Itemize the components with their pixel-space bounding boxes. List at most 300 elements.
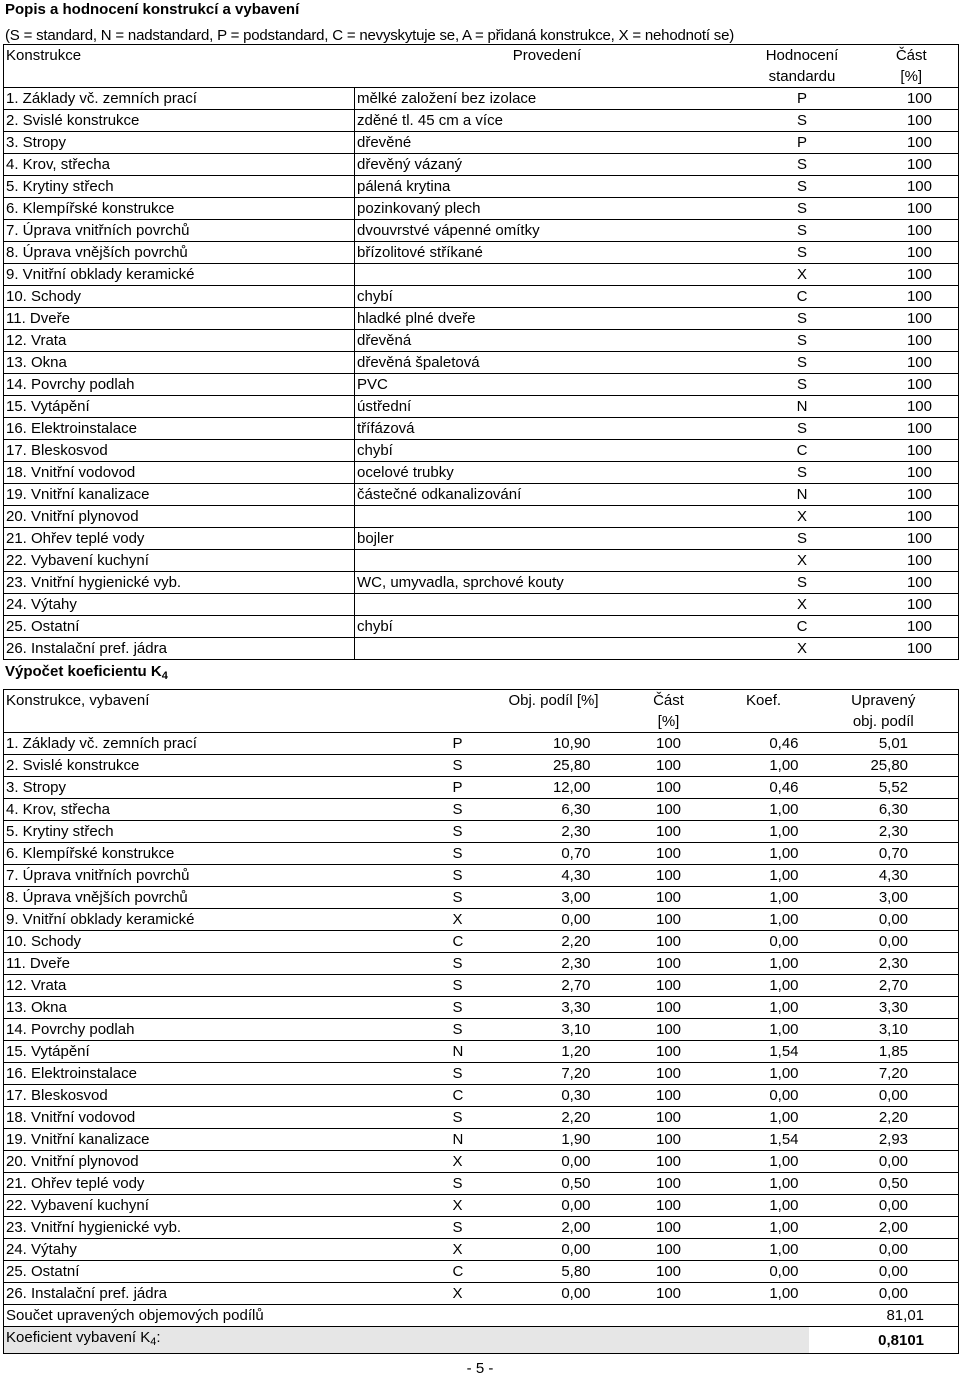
table-row [4,1173,959,1195]
cell-konstrukce: 19. Vnitřní kanalizace [4,1129,441,1151]
table-row [4,865,959,887]
cell-provedeni: hladké plné dveře [355,308,740,330]
cell-hodnoceni: S [740,572,865,594]
cell-cast: 100 [619,1151,719,1173]
cell-konstrukce: 14. Povrchy podlah [4,374,355,396]
cell-standard: S [441,843,501,865]
cell-konstrukce: 19. Vnitřní kanalizace [4,484,355,506]
cell-cast: 100 [865,176,959,198]
cell-upraveny: 0,00 [809,1261,959,1283]
cell-standard: X [441,1239,501,1261]
cell-cast: 100 [865,528,959,550]
cell-cast: 100 [865,154,959,176]
table-row [4,733,959,755]
table-row [4,572,959,594]
cell-provedeni [355,506,740,528]
header-provedeni: Provedení [355,45,740,88]
cell-konstrukce: 21. Ohřev teplé vody [4,528,355,550]
cell-konstrukce: 18. Vnitřní vodovod [4,462,355,484]
cell-konstrukce: 16. Elektroinstalace [4,1063,441,1085]
header-hodnoceni-line2: standardu [768,68,836,85]
cell-hodnoceni: N [740,484,865,506]
cell-upraveny: 0,00 [809,1239,959,1261]
header-konstrukce: Konstrukce [4,45,355,88]
cell-provedeni: chybí [355,616,740,638]
table-row [4,799,959,821]
table-row [4,1041,959,1063]
cell-hodnoceni: P [740,88,865,110]
cell-upraveny: 0,00 [809,909,959,931]
cell-upraveny: 0,70 [809,843,959,865]
cell-upraveny: 2,93 [809,1129,959,1151]
cell-provedeni: ústřední [355,396,740,418]
table-row [4,352,959,374]
cell-hodnoceni: C [740,616,865,638]
cell-koef: 0,00 [719,1085,809,1107]
cell-standard: X [441,1283,501,1305]
header-cast [865,45,959,88]
cell-konstrukce: 2. Svislé konstrukce [4,755,441,777]
cell-obj-podil: 0,00 [501,1283,619,1305]
cell-cast: 100 [865,198,959,220]
header-hodnoceni [740,45,865,88]
cell-upraveny: 0,00 [809,1151,959,1173]
cell-obj-podil: 10,90 [501,733,619,755]
cell-provedeni: PVC [355,374,740,396]
table-row [4,931,959,953]
cell-cast: 100 [619,1041,719,1063]
cell-cast: 100 [619,1085,719,1107]
cell-cast: 100 [619,1261,719,1283]
cell-konstrukce: 3. Stropy [4,132,355,154]
cell-upraveny: 0,00 [809,931,959,953]
cell-upraveny: 25,80 [809,755,959,777]
cell-koef: 1,00 [719,997,809,1019]
cell-cast: 100 [865,440,959,462]
cell-obj-podil: 0,00 [501,1195,619,1217]
cell-upraveny: 7,20 [809,1063,959,1085]
cell-konstrukce: 26. Instalační pref. jádra [4,638,355,660]
table-row [4,418,959,440]
cell-konstrukce: 24. Výtahy [4,594,355,616]
cell-hodnoceni: S [740,242,865,264]
cell-provedeni [355,594,740,616]
cell-konstrukce: 20. Vnitřní plynovod [4,506,355,528]
cell-konstrukce: 8. Úprava vnějších povrchů [4,242,355,264]
cell-hodnoceni: X [740,594,865,616]
table-row [4,198,959,220]
cell-provedeni: zděné tl. 45 cm a více [355,110,740,132]
cell-cast: 100 [865,110,959,132]
cell-cast: 100 [619,777,719,799]
table-row [4,220,959,242]
cell-upraveny: 0,00 [809,1195,959,1217]
koeficient-value: 0,8101 [809,1327,959,1354]
cell-upraveny: 3,30 [809,997,959,1019]
table-row [4,594,959,616]
cell-konstrukce: 1. Základy vč. zemních prací [4,733,441,755]
table-row [4,132,959,154]
cell-standard: C [441,1085,501,1107]
cell-konstrukce: 11. Dveře [4,308,355,330]
cell-koef: 1,54 [719,1129,809,1151]
header-cast [619,690,719,733]
table-row [4,440,959,462]
cell-cast: 100 [865,88,959,110]
cell-obj-podil: 3,00 [501,887,619,909]
cell-konstrukce: 25. Ostatní [4,1261,441,1283]
cell-konstrukce: 4. Krov, střecha [4,799,441,821]
cell-obj-podil: 0,30 [501,1085,619,1107]
cell-obj-podil: 0,00 [501,1239,619,1261]
cell-standard: S [441,1107,501,1129]
constructions-table-body [4,45,959,660]
cell-hodnoceni: S [740,154,865,176]
legend-text: (S = standard, N = nadstandard, P = podstandard, C = nevyskytuje se, A = přidaná konstrukce, X = nehodnotí se) [5,27,735,44]
cell-upraveny: 3,00 [809,887,959,909]
cell-cast: 100 [865,462,959,484]
cell-koef: 1,00 [719,1239,809,1261]
cell-konstrukce: 1. Základy vč. zemních prací [4,88,355,110]
table-row [4,1283,959,1305]
cell-standard: X [441,1151,501,1173]
cell-konstrukce: 10. Schody [4,931,441,953]
table-row [4,176,959,198]
cell-hodnoceni: S [740,110,865,132]
cell-provedeni: bojler [355,528,740,550]
sum-label: Součet upravených objemových podílů [4,1305,809,1327]
cell-hodnoceni: S [740,352,865,374]
cell-hodnoceni: S [740,418,865,440]
table-row [4,1019,959,1041]
cell-cast: 100 [865,638,959,660]
cell-obj-podil: 2,30 [501,953,619,975]
cell-upraveny: 0,50 [809,1173,959,1195]
document-title: Popis a hodnocení konstrukcí a vybavení [5,1,300,18]
cell-provedeni: břízolitové stříkané [355,242,740,264]
cell-obj-podil: 25,80 [501,755,619,777]
cell-standard: S [441,1217,501,1239]
cell-konstrukce: 9. Vnitřní obklady keramické [4,264,355,286]
cell-standard: S [441,975,501,997]
table-row [4,1063,959,1085]
cell-provedeni [355,638,740,660]
cell-koef: 1,00 [719,1019,809,1041]
koeficient-label-text: Koeficient vybavení K [6,1329,151,1346]
cell-provedeni: pozinkovaný plech [355,198,740,220]
table-row [4,506,959,528]
cell-hodnoceni: S [740,374,865,396]
cell-cast: 100 [865,594,959,616]
cell-cast: 100 [619,799,719,821]
cell-konstrukce: 17. Bleskosvod [4,440,355,462]
cell-obj-podil: 2,20 [501,1107,619,1129]
sum-value: 81,01 [809,1305,959,1327]
header-cast-line2: [%] [657,713,680,730]
cell-koef: 1,00 [719,1173,809,1195]
cell-konstrukce: 16. Elektroinstalace [4,418,355,440]
table-row [4,1261,959,1283]
cell-koef: 1,54 [719,1041,809,1063]
cell-koef: 1,00 [719,755,809,777]
cell-upraveny: 5,01 [809,733,959,755]
cell-upraveny: 3,10 [809,1019,959,1041]
table-row [4,777,959,799]
constructions-table [3,44,959,660]
koeficient-label-colon: : [156,1329,161,1346]
cell-cast: 100 [619,997,719,1019]
cell-hodnoceni: S [740,330,865,352]
cell-cast: 100 [619,931,719,953]
cell-konstrukce: 26. Instalační pref. jádra [4,1283,441,1305]
cell-provedeni [355,550,740,572]
koeficient-label [4,1327,809,1354]
cell-obj-podil: 1,20 [501,1041,619,1063]
table-row [4,484,959,506]
cell-standard: S [441,1173,501,1195]
table-row [4,154,959,176]
cell-provedeni: třífázová [355,418,740,440]
cell-konstrukce: 6. Klempířské konstrukce [4,843,441,865]
cell-konstrukce: 13. Okna [4,997,441,1019]
cell-provedeni: dřevěná [355,330,740,352]
cell-upraveny: 6,30 [809,799,959,821]
table-row [4,462,959,484]
cell-upraveny: 0,00 [809,1283,959,1305]
cell-cast: 100 [865,550,959,572]
cell-koef: 1,00 [719,1151,809,1173]
table-row [4,638,959,660]
cell-upraveny: 2,00 [809,1217,959,1239]
cell-konstrukce: 12. Vrata [4,330,355,352]
table-row [4,550,959,572]
cell-provedeni: mělké založení bez izolace [355,88,740,110]
cell-obj-podil: 7,20 [501,1063,619,1085]
cell-obj-podil: 2,20 [501,931,619,953]
cell-koef: 1,00 [719,887,809,909]
cell-upraveny: 2,70 [809,975,959,997]
cell-cast: 100 [619,843,719,865]
cell-hodnoceni: N [740,396,865,418]
cell-standard: S [441,1019,501,1041]
header-cast-line2: [%] [900,68,923,85]
cell-konstrukce: 7. Úprava vnitřních povrchů [4,220,355,242]
cell-hodnoceni: X [740,506,865,528]
cell-cast: 100 [865,396,959,418]
cell-provedeni: WC, umyvadla, sprchové kouty [355,572,740,594]
cell-konstrukce: 15. Vytápění [4,1041,441,1063]
cell-provedeni: chybí [355,286,740,308]
cell-cast: 100 [619,1063,719,1085]
cell-standard: N [441,1041,501,1063]
table-row [4,1107,959,1129]
table-row [4,242,959,264]
cell-koef: 0,00 [719,1261,809,1283]
table-row [4,396,959,418]
header-upraveny-line2: obj. podíl [852,713,914,730]
cell-cast: 100 [865,264,959,286]
cell-standard: X [441,1195,501,1217]
cell-cast: 100 [865,220,959,242]
cell-obj-podil: 12,00 [501,777,619,799]
cell-upraveny: 0,00 [809,1085,959,1107]
cell-konstrukce: 25. Ostatní [4,616,355,638]
table-row [4,1129,959,1151]
cell-upraveny: 4,30 [809,865,959,887]
cell-konstrukce: 2. Svislé konstrukce [4,110,355,132]
cell-obj-podil: 1,90 [501,1129,619,1151]
cell-konstrukce: 22. Vybavení kuchyní [4,1195,441,1217]
cell-konstrukce: 23. Vnitřní hygienické vyb. [4,572,355,594]
cell-provedeni: částečné odkanalizování [355,484,740,506]
sum-row [4,1305,959,1327]
cell-hodnoceni: S [740,308,865,330]
cell-koef: 1,00 [719,865,809,887]
cell-provedeni: pálená krytina [355,176,740,198]
cell-koef: 1,00 [719,953,809,975]
cell-standard: S [441,821,501,843]
cell-provedeni: dřevěné [355,132,740,154]
cell-standard: P [441,777,501,799]
table-row [4,997,959,1019]
cell-upraveny: 2,20 [809,1107,959,1129]
header-upraveny-line1: Upravený [851,692,916,709]
cell-hodnoceni: X [740,550,865,572]
cell-obj-podil: 5,80 [501,1261,619,1283]
table-row [4,909,959,931]
table-row [4,616,959,638]
cell-cast: 100 [619,1129,719,1151]
cell-obj-podil: 3,10 [501,1019,619,1041]
cell-cast: 100 [619,953,719,975]
cell-konstrukce: 6. Klempířské konstrukce [4,198,355,220]
koeficient-label-subscript: 4 [150,1336,157,1348]
cell-koef: 1,00 [719,1217,809,1239]
cell-standard: X [441,909,501,931]
table-row [4,110,959,132]
cell-cast: 100 [619,887,719,909]
cell-standard: S [441,755,501,777]
cell-koef: 1,00 [719,1195,809,1217]
cell-provedeni: dřevěná špaletová [355,352,740,374]
table-row [4,308,959,330]
cell-konstrukce: 5. Krytiny střech [4,176,355,198]
cell-cast: 100 [619,1283,719,1305]
cell-cast: 100 [865,286,959,308]
cell-cast: 100 [865,132,959,154]
cell-obj-podil: 2,70 [501,975,619,997]
cell-standard: C [441,931,501,953]
table-row [4,330,959,352]
cell-cast: 100 [619,865,719,887]
cell-cast: 100 [619,1195,719,1217]
cell-konstrukce: 4. Krov, střecha [4,154,355,176]
cell-obj-podil: 2,00 [501,1217,619,1239]
header-koef: Koef. [719,690,809,733]
cell-standard: S [441,799,501,821]
cell-konstrukce: 5. Krytiny střech [4,821,441,843]
cell-standard: C [441,1261,501,1283]
cell-cast: 100 [865,616,959,638]
cell-koef: 0,46 [719,777,809,799]
cell-upraveny: 1,85 [809,1041,959,1063]
cell-obj-podil: 0,00 [501,909,619,931]
cell-koef: 1,00 [719,1107,809,1129]
cell-koef: 0,00 [719,931,809,953]
cell-cast: 100 [619,821,719,843]
header-cast-line1: Část [653,692,684,709]
cell-konstrukce: 24. Výtahy [4,1239,441,1261]
cell-provedeni: chybí [355,440,740,462]
cell-konstrukce: 15. Vytápění [4,396,355,418]
page-number: - 5 - [466,1360,494,1377]
cell-hodnoceni: X [740,638,865,660]
cell-hodnoceni: S [740,220,865,242]
table-row [4,1151,959,1173]
cell-konstrukce: 11. Dveře [4,953,441,975]
cell-cast: 100 [865,484,959,506]
cell-hodnoceni: S [740,198,865,220]
cell-provedeni: dřevěný vázaný [355,154,740,176]
cell-cast: 100 [619,1019,719,1041]
table-row [4,821,959,843]
cell-upraveny: 2,30 [809,953,959,975]
table-row [4,975,959,997]
cell-standard: S [441,1063,501,1085]
header-hodnoceni-line1: Hodnocení [765,47,839,64]
table-row [4,374,959,396]
cell-konstrukce: 18. Vnitřní vodovod [4,1107,441,1129]
cell-cast: 100 [619,755,719,777]
cell-hodnoceni: S [740,462,865,484]
cell-koef: 1,00 [719,909,809,931]
cell-standard: S [441,887,501,909]
cell-obj-podil: 0,00 [501,1151,619,1173]
cell-cast: 100 [865,242,959,264]
cell-cast: 100 [865,572,959,594]
cell-konstrukce: 14. Povrchy podlah [4,1019,441,1041]
cell-cast: 100 [619,1217,719,1239]
cell-cast: 100 [865,506,959,528]
cell-koef: 1,00 [719,1063,809,1085]
cell-upraveny: 2,30 [809,821,959,843]
cell-koef: 0,46 [719,733,809,755]
cell-hodnoceni: X [740,264,865,286]
cell-cast: 100 [865,418,959,440]
cell-koef: 1,00 [719,975,809,997]
cell-standard: P [441,733,501,755]
table-row [4,1217,959,1239]
cell-koef: 1,00 [719,821,809,843]
cell-standard: N [441,1129,501,1151]
header-obj-podil: Obj. podíl [%] [441,690,619,733]
cell-koef: 1,00 [719,1283,809,1305]
cell-standard: S [441,997,501,1019]
table-row [4,887,959,909]
cell-cast: 100 [619,1173,719,1195]
cell-hodnoceni: C [740,286,865,308]
cell-hodnoceni: S [740,176,865,198]
cell-konstrukce: 20. Vnitřní plynovod [4,1151,441,1173]
cell-cast: 100 [865,308,959,330]
cell-obj-podil: 4,30 [501,865,619,887]
coefficient-table [3,689,959,1354]
cell-standard: S [441,953,501,975]
cell-konstrukce: 7. Úprava vnitřních povrchů [4,865,441,887]
cell-hodnoceni: S [740,528,865,550]
table-row [4,755,959,777]
table-row [4,528,959,550]
